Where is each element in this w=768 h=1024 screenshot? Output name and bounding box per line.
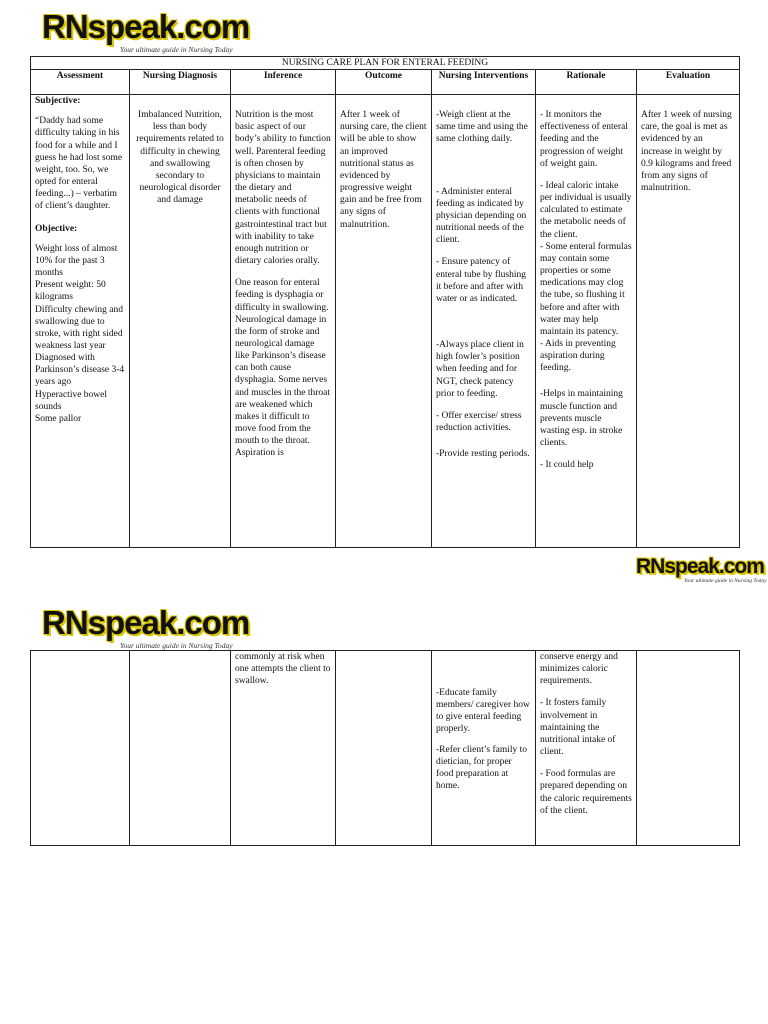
diagnosis-cell (130, 95, 231, 548)
evaluation-cell-cont (637, 651, 740, 846)
intervention-4: -Always place client in high fowler’s position when feeding and for NGT, check patency prior to feeding. (436, 340, 524, 399)
interventions-cell (432, 95, 536, 548)
intervention-3: - Ensure patency of enteral tube by flushing it before and after with water or as indicated. (436, 257, 526, 304)
interventions-cell-cont (432, 651, 536, 846)
subjective-label: Subjective: (35, 96, 81, 107)
table-row (31, 95, 740, 548)
rationale-5: conserve energy and minimizes caloric requirements. (540, 652, 618, 687)
header-outcome: Outcome (336, 70, 432, 95)
footer-logo (636, 556, 767, 584)
outcome-cell-cont (336, 651, 432, 846)
header-row (31, 70, 740, 95)
outcome-text: After 1 week of nursing care, the client will be able to show an improved nutritional status as evidenced by progressive weight gain and be free from any signs of malnutrition. (340, 110, 427, 230)
care-plan-table-page2 (30, 650, 740, 846)
subjective-text: “Daddy had some difficulty taking in his food for a while and I guess he had lost some weight, too. So, we opted for enteral feeding...) – verbatim of client’s daughter. (35, 116, 123, 212)
objective-label: Objective: (35, 223, 78, 234)
header-rationale: Rationale (536, 70, 637, 95)
rationale-6: - It fosters family involvement in maintaining the nutritional intake of client. (540, 698, 616, 758)
objective-text: Weight loss of almost 10% for the past 3 months Present weight: 50 kilograms Difficulty chewing and swallowing due to stroke, with right sided weakness last year Diagnosed with Parkinson’s disease 3-4 years ago Hyperactive bowel sounds Some pallor (35, 243, 125, 424)
table-row (31, 651, 740, 846)
header-assessment: Assessment (31, 70, 130, 95)
footer-logo-tagline: Your ultimate guide in Nursing Today (684, 578, 767, 584)
intervention-5: - Offer exercise/ stress reduction activities. (436, 410, 522, 433)
table-title: NURSING CARE PLAN FOR ENTERAL FEEDING (31, 57, 740, 70)
intervention-7: -Educate family members/ caregiver how to give enteral feeding properly. (436, 688, 530, 735)
diagnosis-text: Imbalanced Nutrition, less than body requirements related to difficulty in chewing and swallowing secondary to neurological disorder and damage (136, 110, 224, 206)
header-inference: Inference (231, 70, 336, 95)
assessment-cell (31, 95, 130, 548)
evaluation-cell (637, 95, 740, 548)
logo-brand: RNspeak.com (42, 8, 250, 45)
page2-logo-brand: RNspeak.com (42, 604, 250, 641)
rationale-cell-cont (536, 651, 637, 846)
intervention-8: -Refer client’s family to dietician, for proper food preparation at home. (436, 744, 528, 792)
header-interventions: Nursing Interventions (432, 70, 536, 95)
intervention-1: -Weigh client at the same time and using the same clothing daily. (436, 110, 528, 145)
diagnosis-cell-cont (130, 651, 231, 846)
site-logo (42, 10, 249, 54)
intervention-6: -Provide resting periods. (436, 449, 530, 460)
header-evaluation: Evaluation (637, 70, 740, 95)
page2-logo-tagline: Your ultimate guide in Nursing Today (120, 641, 233, 650)
intervention-2: - Administer enteral feeding as indicated by physician depending on nutritional needs of the client. (436, 186, 527, 246)
rationale-2: - Ideal caloric intake per individual is usually calculated to estimate the metabolic needs of the client. - Some enteral formulas may contain some properties or some medications may clog the tube, so flushing it before and after with water may help maintain its patency. - Aids in preventing aspiration during feeding. (540, 180, 632, 374)
outcome-cell (336, 95, 432, 548)
assessment-cell-cont (31, 651, 130, 846)
rationale-7: - Food formulas are prepared depending on the caloric requirements of the client. (540, 769, 632, 816)
inference-p1: Nutrition is the most basic aspect of our body’s ability to function well. Parenteral feeding is often chosen by physicians to maintain the dietary and metabolic needs of clients with functional gastrointestinal tract but with inability to take enough nutrition or dietary calories orally. (235, 110, 331, 267)
footer-logo-brand: RNspeak.com (636, 555, 764, 578)
rationale-3: -Helps in maintaining muscle function and prevents muscle wasting esp. in stroke clients. (540, 389, 623, 449)
care-plan-table-page1 (30, 56, 740, 548)
page2-logo (42, 606, 249, 650)
inference-cell (231, 95, 336, 548)
inference-p3: commonly at risk when one attempts the client to swallow. (235, 652, 331, 687)
rationale-1: - It monitors the effectiveness of enteral feeding and the progression of weight of weight gain. (540, 110, 628, 169)
evaluation-text: After 1 week of nursing care, the goal is met as evidenced by an increase in weight by 0.9 kilograms and freed from any signs of malnutrition. (641, 110, 732, 194)
header-diagnosis: Nursing Diagnosis (130, 70, 231, 95)
rationale-cell (536, 95, 637, 548)
rationale-4: - It could help (540, 460, 594, 471)
inference-cell-cont (231, 651, 336, 846)
logo-tagline: Your ultimate guide in Nursing Today (120, 45, 233, 54)
inference-p2: One reason for enteral feeding is dysphagia or difficulty in swallowing. Neurological damage in the form of stroke and neurological damage like Parkinson’s disease can both cause dysphagia. Some nerves and muscles in the throat are weakened which makes it difficult to move food from the mouth to the throat. Aspiration is (235, 278, 330, 459)
